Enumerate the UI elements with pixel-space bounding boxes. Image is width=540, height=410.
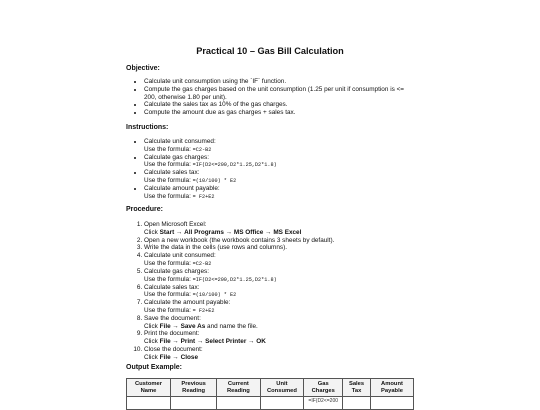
table-cell <box>170 397 216 410</box>
procedure-step <box>144 252 416 268</box>
table-cell <box>260 397 304 410</box>
instruction-label: Calculate unit consumed: <box>144 138 216 145</box>
instructions-heading: Instructions: <box>126 124 169 131</box>
menu-ms-excel: MS Excel <box>273 228 302 236</box>
step-click: Click <box>144 353 158 361</box>
table-header-row <box>127 379 414 397</box>
objective-list <box>126 78 416 117</box>
objective-item: • Compute the amount due as gas charges + sales tax. <box>144 109 416 117</box>
step-text: and name the file. <box>207 322 258 330</box>
objective-item: • Compute the gas charges based on the unit consumption (1.25 per unit if consumption is <= 200, otherwise 1.80 per unit). <box>144 86 416 102</box>
formula: =IF(D2<=200,D2*1.25,D2*1.8) <box>192 162 277 169</box>
table-cell: =IF(D2<=200 <box>304 397 343 410</box>
instruction-label: Calculate amount payable: <box>144 184 220 192</box>
table-cell <box>343 397 371 410</box>
menu-file: File <box>159 322 171 330</box>
procedure-step: 2. Open a new workbook (the workbook contains 3 sheets by default). <box>144 237 416 245</box>
step-click: Click <box>144 322 158 330</box>
objective-item: • Calculate the sales tax as 10% of the gas charges. <box>144 101 416 109</box>
step-click: Click <box>144 338 158 346</box>
formula: =C2-B2 <box>192 261 212 268</box>
step-label: Print the document: <box>144 330 200 338</box>
menu-start: Start <box>159 228 175 236</box>
table-row <box>127 397 414 410</box>
menu-close: Close <box>180 353 199 361</box>
instruction-item <box>144 169 416 185</box>
menu-all-programs: All Programs <box>184 228 224 236</box>
formula: =C2-B2 <box>192 146 212 153</box>
formula: = F2+E2 <box>192 307 215 314</box>
step-label: Calculate the amount payable: <box>144 299 231 307</box>
instruction-item <box>144 138 416 154</box>
instruction-item <box>144 185 416 201</box>
instruction-label: Calculate sales tax: <box>144 169 200 177</box>
step-label: Save the document: <box>144 314 201 322</box>
instruction-label: Calculate gas charges: <box>144 153 210 161</box>
step-prefix: Use the formula: <box>144 306 191 314</box>
procedure-step: 3. Write the data in the cells (use rows and columns). <box>144 244 416 252</box>
procedure-step <box>144 299 416 315</box>
col-customer-name: Customer Name <box>127 379 171 397</box>
procedure-step <box>144 268 416 284</box>
instruction-prefix: Use the formula: <box>144 145 191 153</box>
table-cell <box>370 397 413 410</box>
step-label: Open Microsoft Excel: <box>144 221 207 228</box>
formula: =(10/100) * E2 <box>192 292 237 299</box>
instruction-prefix: Use the formula: <box>144 161 191 169</box>
menu-save-as: Save As <box>180 322 206 330</box>
menu-ms-office: MS Office <box>233 228 264 236</box>
menu-file: File <box>159 353 171 361</box>
instruction-prefix: Use the formula: <box>144 177 191 185</box>
procedure-step: 9. Print the document: Click File → Print → Select Printer → OK <box>144 330 416 346</box>
step-label: Calculate gas charges: <box>144 267 210 275</box>
table-cell <box>127 397 171 410</box>
col-previous-reading: Previous Reading <box>170 379 216 397</box>
col-gas-charges: Gas Charges <box>304 379 343 397</box>
menu-print: Print <box>180 338 196 346</box>
objective-item: • Calculate unit consumption using the `IF` function. <box>144 78 416 86</box>
formula: =(10/100) * E2 <box>192 178 237 185</box>
col-amount-payable: Amount Payable <box>370 379 413 397</box>
procedure-heading: Procedure: <box>126 206 163 213</box>
step-prefix: Use the formula: <box>144 275 191 283</box>
page-title: Practical 10 – Gas Bill Calculation <box>196 46 344 56</box>
menu-select-printer: Select Printer <box>205 338 247 346</box>
col-current-reading: Current Reading <box>217 379 260 397</box>
instruction-item <box>144 154 416 170</box>
menu-file: File <box>159 338 171 346</box>
table-cell <box>217 397 260 410</box>
formula: = F2+E2 <box>192 193 215 200</box>
formula: =IF(D2<=200,D2*1.25,D2*1.8) <box>192 276 277 283</box>
instructions-list <box>126 138 416 201</box>
objective-heading: Objective: <box>126 65 160 72</box>
procedure-step <box>144 284 416 300</box>
procedure-step: 1. Open Microsoft Excel: Click Start → All Programs → MS Office → MS Excel <box>144 221 416 237</box>
instruction-prefix: Use the formula: <box>144 192 191 200</box>
step-prefix: Use the formula: <box>144 291 191 299</box>
col-unit-consumed: Unit Consumed <box>260 379 304 397</box>
procedure-list <box>126 221 416 362</box>
procedure-step: 10. Close the document: Click File → Close <box>144 346 416 362</box>
step-label: Calculate unit consumed: <box>144 252 216 260</box>
menu-ok: OK <box>256 338 266 346</box>
step-label: Close the document: <box>144 346 203 353</box>
output-table <box>126 378 414 410</box>
step-click: Click <box>144 228 158 236</box>
step-prefix: Use the formula: <box>144 260 191 268</box>
step-label: Calculate sales tax: <box>144 283 200 291</box>
procedure-step: 8. Save the document: Click File → Save As and name the file. <box>144 315 416 331</box>
col-sales-tax: Sales Tax <box>343 379 371 397</box>
output-heading: Output Example: <box>126 364 183 371</box>
